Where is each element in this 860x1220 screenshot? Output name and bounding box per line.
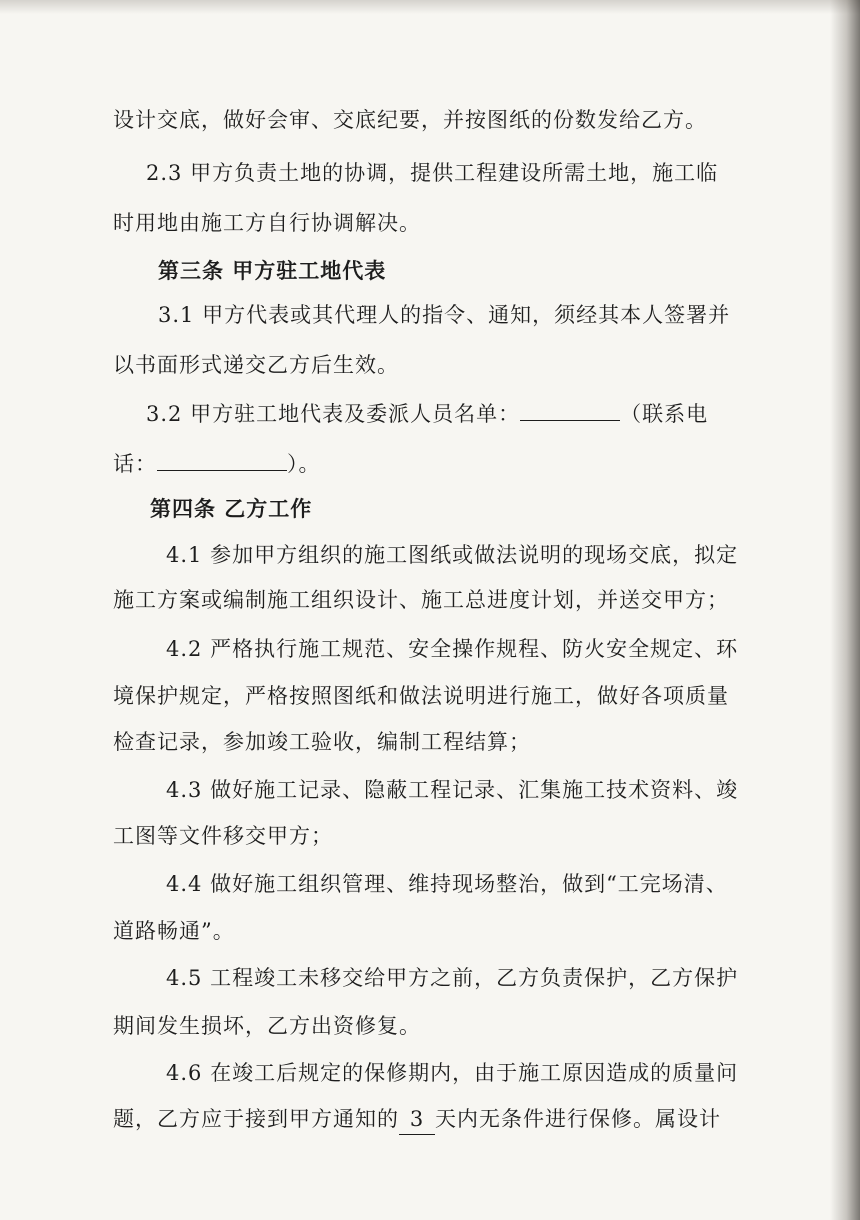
phone-label: 话： [113, 452, 157, 476]
clause-4-6-text-end: 天内无条件进行保修。属设计 [435, 1107, 721, 1131]
clause-4-6-text: 题，乙方应于接到甲方通知的 [113, 1107, 399, 1131]
clause-4-1: 4.1 参加甲方组织的施工图纸或做法说明的现场交底，拟定 [166, 543, 739, 567]
contact-label: （联系电 [620, 402, 709, 426]
phone-blank [157, 448, 287, 471]
clause-2-3: 2.3 甲方负责土地的协调，提供工程建设所需土地，施工临 [146, 161, 719, 185]
clause-4-6: 4.6 在竣工后规定的保修期内，由于施工原因造成的质量问 [166, 1061, 739, 1085]
paragraph-line: 以书面形式递交乙方后生效。 [113, 353, 399, 377]
paragraph-line: 境保护规定，严格按照图纸和做法说明进行施工，做好各项质量 [113, 684, 729, 708]
representative-blank [520, 398, 620, 421]
paragraph-line: 期间发生损坏，乙方出资修复。 [113, 1014, 421, 1038]
days-value: 3 [399, 1104, 435, 1135]
clause-3-1: 3.1 甲方代表或其代理人的指令、通知，须经其本人签署并 [158, 303, 731, 327]
phone-close: ）。 [287, 452, 321, 476]
scan-shadow-top [0, 0, 860, 14]
paragraph-line: 施工方案或编制施工组织设计、施工总进度计划，并送交甲方； [113, 588, 729, 612]
paragraph-line: 时用地由施工方自行协调解决。 [113, 211, 421, 235]
clause-4-2: 4.2 严格执行施工规范、安全操作规程、防火安全规定、环 [166, 637, 739, 661]
paragraph-line [113, 1104, 721, 1135]
paragraph-line: 道路畅通”。 [113, 919, 235, 943]
article-3-heading: 第三条 甲方驻工地代表 [158, 258, 387, 283]
article-4-heading: 第四条 乙方工作 [150, 496, 313, 521]
clause-3-2-text: 3.2 甲方驻工地代表及委派人员名单： [146, 402, 521, 426]
paragraph-line: 设计交底，做好会审、交底纪要，并按图纸的份数发给乙方。 [113, 108, 707, 132]
clause-4-3: 4.3 做好施工记录、隐蔽工程记录、汇集施工技术资料、竣 [166, 778, 739, 802]
paragraph-line: 工图等文件移交甲方； [113, 824, 333, 848]
clause-4-5: 4.5 工程竣工未移交给甲方之前，乙方负责保护，乙方保护 [166, 966, 739, 990]
clause-4-4: 4.4 做好施工组织管理、维持现场整治，做到“工完场清、 [166, 872, 728, 896]
clause-3-2 [146, 398, 708, 429]
scan-shadow-right [830, 0, 860, 1220]
phone-line [113, 448, 321, 479]
paragraph-line: 检查记录，参加竣工验收，编制工程结算； [113, 730, 531, 754]
